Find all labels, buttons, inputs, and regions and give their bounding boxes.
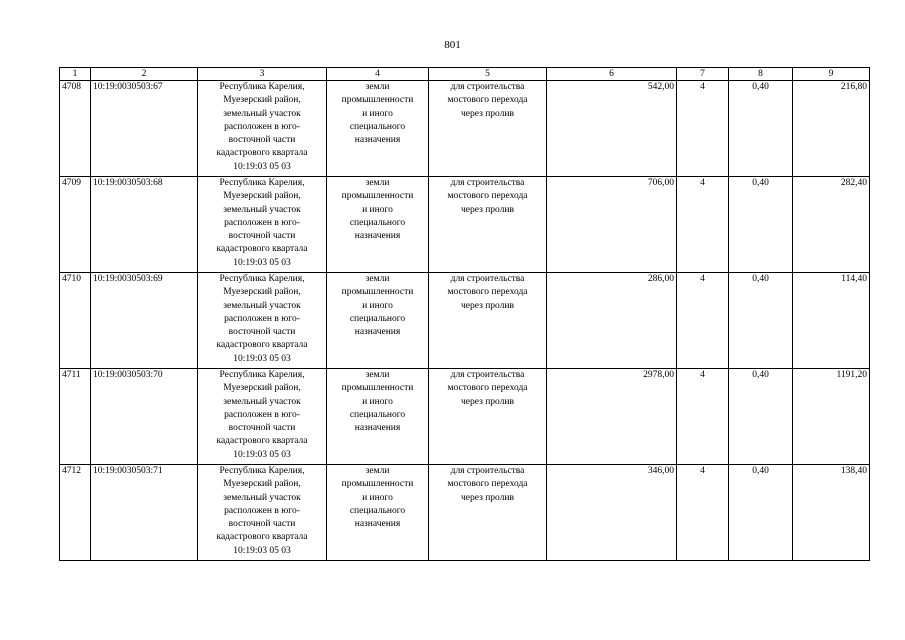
table-header-row [60,68,870,81]
land-category-cell [327,177,429,273]
land-category-cell-line: промышленности [341,191,414,202]
permitted-use-cell-line: для строительства [450,82,525,92]
permitted-use-cell-line: мостового перехода [447,95,528,106]
location-cell-line: Муезерский район, [223,479,301,490]
column-header: 9 [793,68,870,81]
land-category-cell-line: земли [365,274,390,284]
column-header: 8 [729,68,793,81]
column-8-cell: 0,40 [729,81,793,177]
land-category-cell-line: земли [365,82,390,92]
location-cell-line: 10:19:03 05 03 [233,161,291,172]
land-category-cell-line: назначения [354,327,401,338]
land-category-cell-line: промышленности [341,95,414,106]
land-category-cell-line: земли [365,370,390,380]
location-cell-line: 10:19:03 05 03 [233,449,291,460]
area-cell: 706,00 [547,177,677,273]
table-row [60,177,870,273]
permitted-use-cell-line: мостового перехода [447,479,528,490]
land-category-cell-line: земли [365,466,390,476]
row-number-cell: 4708 [60,81,91,177]
location-cell-line: Республика Карелия, [219,466,305,476]
column-header: 7 [677,68,729,81]
row-number-cell: 4709 [60,177,91,273]
column-header: 3 [198,68,327,81]
land-category-cell [327,273,429,369]
column-7-cell: 4 [677,465,729,561]
row-number-cell: 4711 [60,369,91,465]
land-register-table [59,67,870,561]
permitted-use-cell-line: мостового перехода [447,191,528,202]
location-cell-line: восточной части [228,327,296,338]
column-9-cell: 216,80 [793,81,870,177]
permitted-use-cell-line: мостового перехода [447,383,528,394]
location-cell-line: Муезерский район, [223,287,301,298]
land-category-cell-line: специального [349,505,406,516]
cadastral-number-cell: 10:19:0030503:69 [91,273,198,369]
column-header: 1 [60,68,91,81]
column-8-cell: 0,40 [729,369,793,465]
cadastral-number-cell: 10:19:0030503:71 [91,465,198,561]
location-cell-line: 10:19:03 05 03 [233,545,291,556]
location-cell-line: кадастрового квартала [216,532,308,543]
page-number: 801 [444,39,461,51]
area-cell: 346,00 [547,465,677,561]
location-cell [198,369,327,465]
table-row [60,465,870,561]
cadastral-number-cell: 10:19:0030503:70 [91,369,198,465]
land-category-cell-line: специального [349,313,406,324]
area-cell: 542,00 [547,81,677,177]
land-category-cell-line: и иного [362,300,393,311]
land-category-cell-line: и иного [362,492,393,503]
permitted-use-cell-line: через пролив [461,396,514,407]
column-8-cell: 0,40 [729,465,793,561]
land-category-cell-line: и иного [362,204,393,215]
location-cell-line: расположен в юго- [224,505,300,516]
location-cell-line: расположен в юго- [224,121,300,132]
permitted-use-cell [429,465,547,561]
land-category-cell-line: специального [349,121,406,132]
location-cell-line: кадастрового квартала [216,148,308,159]
location-cell-line: Республика Карелия, [219,370,305,380]
permitted-use-cell [429,369,547,465]
location-cell [198,465,327,561]
column-header: 2 [91,68,198,81]
location-cell-line: расположен в юго- [224,313,300,324]
column-9-cell: 1191,20 [793,369,870,465]
column-8-cell: 0,40 [729,273,793,369]
location-cell-line: восточной части [228,423,296,434]
location-cell-line: земельный участок [223,492,301,503]
land-category-cell-line: земли [365,178,390,188]
location-cell-line: Республика Карелия, [219,82,305,92]
area-cell: 2978,00 [547,369,677,465]
location-cell-line: 10:19:03 05 03 [233,353,291,364]
location-cell-line: земельный участок [223,396,301,407]
column-7-cell: 4 [677,273,729,369]
permitted-use-cell-line: через пролив [461,204,514,215]
land-category-cell [327,81,429,177]
location-cell-line: Республика Карелия, [219,178,305,188]
location-cell-line: земельный участок [223,108,301,119]
location-cell-line: восточной части [228,135,296,146]
column-7-cell: 4 [677,177,729,273]
column-9-cell: 138,40 [793,465,870,561]
location-cell-line: кадастрового квартала [216,340,308,351]
cadastral-number-cell: 10:19:0030503:67 [91,81,198,177]
permitted-use-cell-line: для строительства [450,178,525,188]
location-cell-line: восточной части [228,519,296,530]
permitted-use-cell-line: через пролив [461,300,514,311]
column-header: 4 [327,68,429,81]
location-cell-line: восточной части [228,231,296,242]
location-cell [198,273,327,369]
land-category-cell-line: специального [349,409,406,420]
column-8-cell: 0,40 [729,177,793,273]
column-7-cell: 4 [677,81,729,177]
column-header: 6 [547,68,677,81]
table-row [60,81,870,177]
permitted-use-cell-line: для строительства [450,466,525,476]
cadastral-number-cell: 10:19:0030503:68 [91,177,198,273]
location-cell-line: 10:19:03 05 03 [233,257,291,268]
table-row [60,369,870,465]
column-7-cell: 4 [677,369,729,465]
land-category-cell-line: и иного [362,396,393,407]
location-cell-line: Муезерский район, [223,191,301,202]
location-cell-line: расположен в юго- [224,217,300,228]
land-category-cell-line: промышленности [341,479,414,490]
land-category-cell-line: и иного [362,108,393,119]
column-9-cell: 282,40 [793,177,870,273]
location-cell-line: кадастрового квартала [216,436,308,447]
land-category-cell-line: назначения [354,135,401,146]
land-category-cell [327,369,429,465]
permitted-use-cell [429,81,547,177]
location-cell-line: Муезерский район, [223,383,301,394]
location-cell-line: Республика Карелия, [219,274,305,284]
land-category-cell-line: назначения [354,231,401,242]
permitted-use-cell-line: мостового перехода [447,287,528,298]
permitted-use-cell-line: через пролив [461,492,514,503]
permitted-use-cell-line: для строительства [450,370,525,380]
location-cell-line: кадастрового квартала [216,244,308,255]
permitted-use-cell-line: для строительства [450,274,525,284]
land-category-cell-line: назначения [354,519,401,530]
location-cell-line: расположен в юго- [224,409,300,420]
location-cell [198,81,327,177]
location-cell-line: земельный участок [223,300,301,311]
column-header: 5 [429,68,547,81]
row-number-cell: 4710 [60,273,91,369]
column-9-cell: 114,40 [793,273,870,369]
land-category-cell-line: промышленности [341,383,414,394]
permitted-use-cell [429,177,547,273]
land-category-cell-line: промышленности [341,287,414,298]
land-category-cell-line: специального [349,217,406,228]
permitted-use-cell [429,273,547,369]
location-cell-line: Муезерский район, [223,95,301,106]
land-category-cell-line: назначения [354,423,401,434]
table-row [60,273,870,369]
area-cell: 286,00 [547,273,677,369]
land-category-cell [327,465,429,561]
location-cell-line: земельный участок [223,204,301,215]
permitted-use-cell-line: через пролив [461,108,514,119]
row-number-cell: 4712 [60,465,91,561]
location-cell [198,177,327,273]
